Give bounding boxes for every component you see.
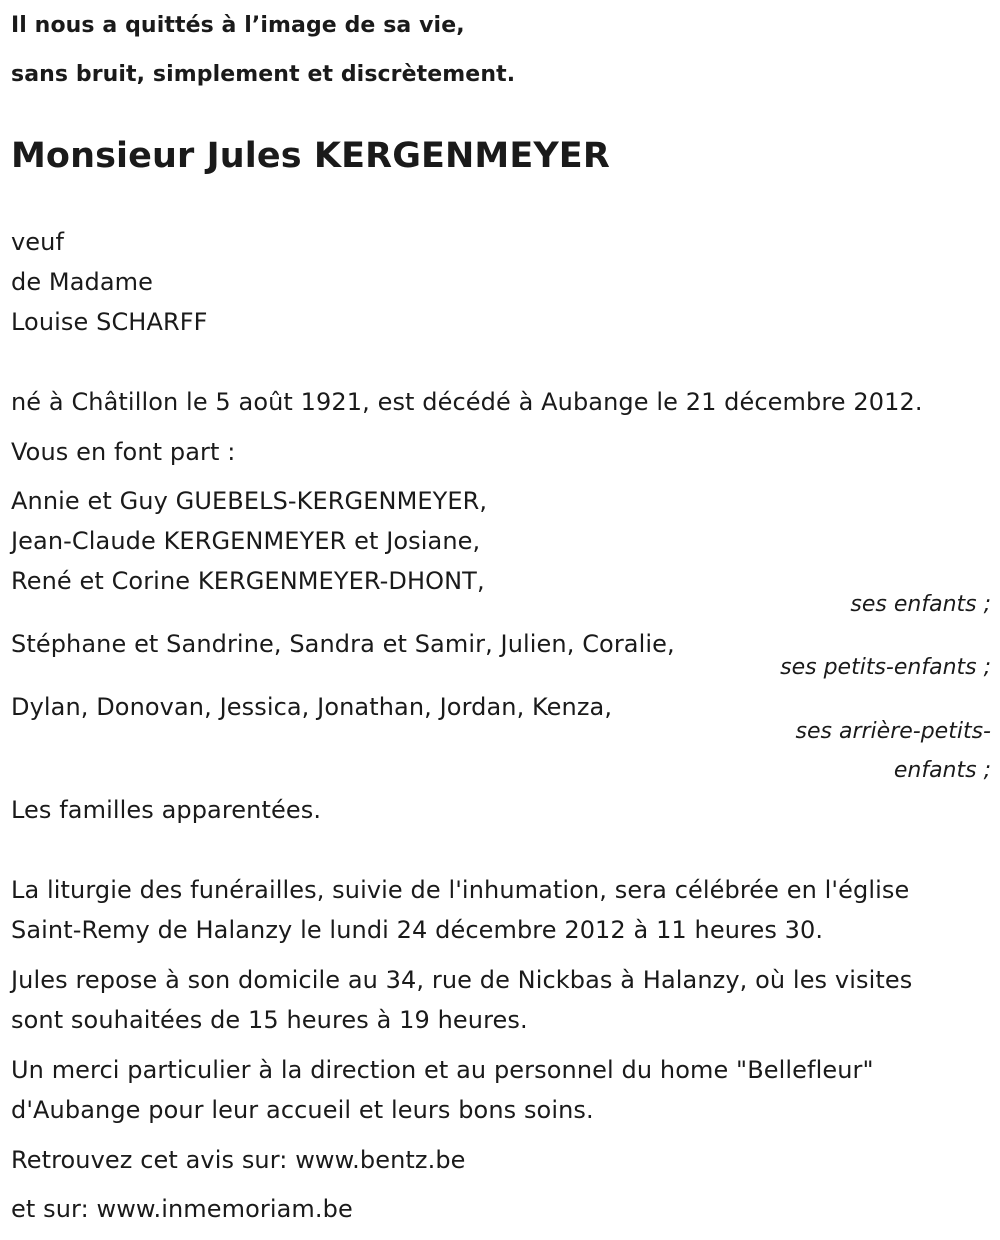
great-grandchildren-label-1: ses arrière-petits- <box>795 719 991 744</box>
visitation-line-2: sont souhaitées de 15 heures à 19 heures. <box>11 1006 528 1034</box>
intro-line-2: sans bruit, simplement et discrètement. <box>11 62 516 87</box>
child-line-3: René et Corine KERGENMEYER-DHONT, <box>11 567 485 595</box>
spouse-title: de Madame <box>11 268 154 296</box>
thanks-line-2: d'Aubange pour leur accueil et leurs bons soins. <box>11 1096 594 1124</box>
birth-death-line: né à Châtillon le 5 août 1921, est décédé à Aubange le 21 décembre 2012. <box>11 388 923 416</box>
website-line-2: et sur: www.inmemoriam.be <box>11 1195 353 1223</box>
funeral-line-1: La liturgie des funérailles, suivie de l'inhumation, sera célébrée en l'église <box>11 876 910 904</box>
great-grandchildren-label-2: enfants ; <box>893 758 991 783</box>
website-line-1: Retrouvez cet avis sur: www.bentz.be <box>11 1146 466 1174</box>
announcement-line: Vous en font part : <box>11 438 236 466</box>
widower-status: veuf <box>11 228 65 256</box>
funeral-line-2: Saint-Remy de Halanzy le lundi 24 décembre 2012 à 11 heures 30. <box>11 916 824 944</box>
children-label: ses enfants ; <box>850 592 991 617</box>
thanks-line-1: Un merci particulier à la direction et au personnel du home "Bellefleur" <box>11 1056 874 1084</box>
great-grandchildren-line: Dylan, Donovan, Jessica, Jonathan, Jordan, Kenza, <box>11 693 613 721</box>
child-line-2: Jean-Claude KERGENMEYER et Josiane, <box>11 527 481 555</box>
spouse-name: Louise SCHARFF <box>11 308 208 336</box>
visitation-line-1: Jules repose à son domicile au 34, rue de Nickbas à Halanzy, où les visites <box>11 966 913 994</box>
related-families: Les familles apparentées. <box>11 796 322 824</box>
grandchildren-label: ses petits-enfants ; <box>780 655 991 680</box>
deceased-name: Monsieur Jules KERGENMEYER <box>11 136 610 176</box>
grandchildren-line: Stéphane et Sandrine, Sandra et Samir, Julien, Coralie, <box>11 630 675 658</box>
intro-line-1: Il nous a quittés à l’image de sa vie, <box>11 13 465 38</box>
child-line-1: Annie et Guy GUEBELS-KERGENMEYER, <box>11 487 488 515</box>
